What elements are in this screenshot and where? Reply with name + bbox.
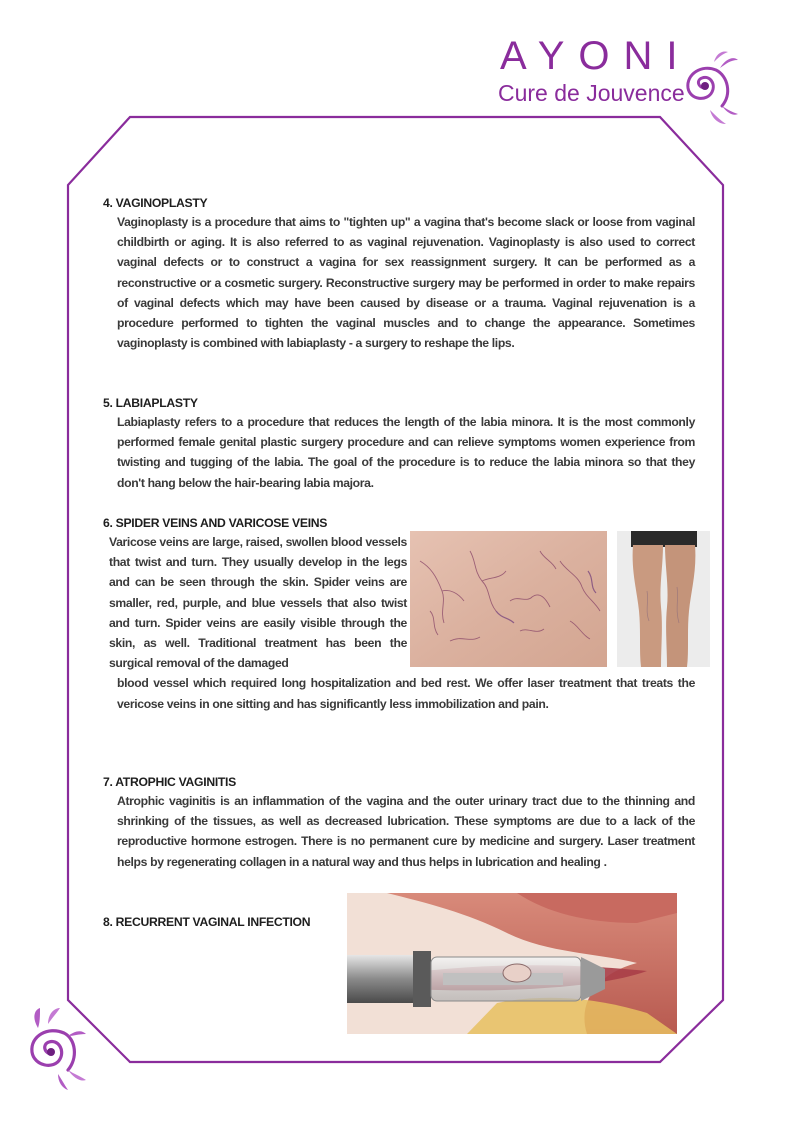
section-heading: 6. SPIDER VEINS AND VARICOSE VEINS: [103, 516, 328, 530]
section-vaginoplasty: [103, 194, 695, 353]
section-body: Labiaplasty refers to a procedure that reduces the length of the labia minora. It is the most commonly performed female genital plastic surgery procedure and can relieve symptoms women experience from twisting and tugging of the labia. The goal of the procedure is to reduce the labia minora so that they don't hang below the hair-bearing labia majora.: [117, 415, 695, 490]
section-heading: 5. LABIAPLASTY: [103, 396, 198, 410]
section-body: Vaginoplasty is a procedure that aims to "tighten up" a vagina that's become slack or loose from vaginal childbirth or aging. It is also referred to as vaginal rejuvenation. Vaginoplasty is also used to correct vaginal defects or to construct a vagina for sex reassignment surgery. It can be performed as a reconstructive or a cosmetic surgery. Reconstructive surgery may be performed in order to make repairs of vaginal defects which may have been caused by disease or a trauma. Vaginal rejuvenation is a procedure performed to tighten the vaginal muscles and to change the appearance. Sometimes vaginoplasty is combined with labiaplasty - a surgery to reshape the lips.: [117, 215, 695, 351]
section-heading: 7. ATROPHIC VAGINITIS: [103, 775, 236, 789]
section-body: Atrophic vaginitis is an inflammation of the vagina and the outer urinary tract due to the thinning and shrinking of the tissues, as well as decreased lubrication. These symptoms are due to a lack of the reproductive hormone estrogen. There is no permanent cure by medicine and surgery. Laser treatment helps by regenerating collagen in a natural way and thus helps in lubrication and healing .: [117, 794, 695, 869]
section-heading: 8. RECURRENT VAGINAL INFECTION: [103, 915, 311, 929]
section-atrophic-vaginitis: [103, 773, 695, 872]
section-recurrent-infection: [103, 913, 343, 931]
section-labiaplasty: [103, 394, 695, 493]
section-body-bottom: blood vessel which required long hospitalization and bed rest. We offer laser treatment that treats the vericose veins in one sitting and has significantly less immobilization and pain.: [117, 676, 695, 711]
spider-veins-skin-image: [410, 531, 607, 667]
corner-swirl-ornament-icon: [18, 1006, 88, 1091]
laser-device-illustration: [347, 893, 677, 1034]
section-heading: 4. VAGINOPLASTY: [103, 196, 208, 210]
swirl-ornament-icon: [670, 48, 740, 128]
brand-title: AYONI: [500, 34, 692, 78]
brand-logo: [480, 30, 740, 120]
varicose-legs-image: [617, 531, 710, 667]
section-body-top: Varicose veins are large, raised, swollen blood vessels that twist and turn. They usually develop in the legs and can be seen through the skin. Spider veins are smaller, red, purple, and blue vessels that also twist and turn. Spider veins are easily visible through the skin, as well. Traditional treatment has been the surgical removal of the damaged: [109, 535, 407, 671]
brand-subtitle: Cure de Jouvence: [498, 80, 685, 106]
